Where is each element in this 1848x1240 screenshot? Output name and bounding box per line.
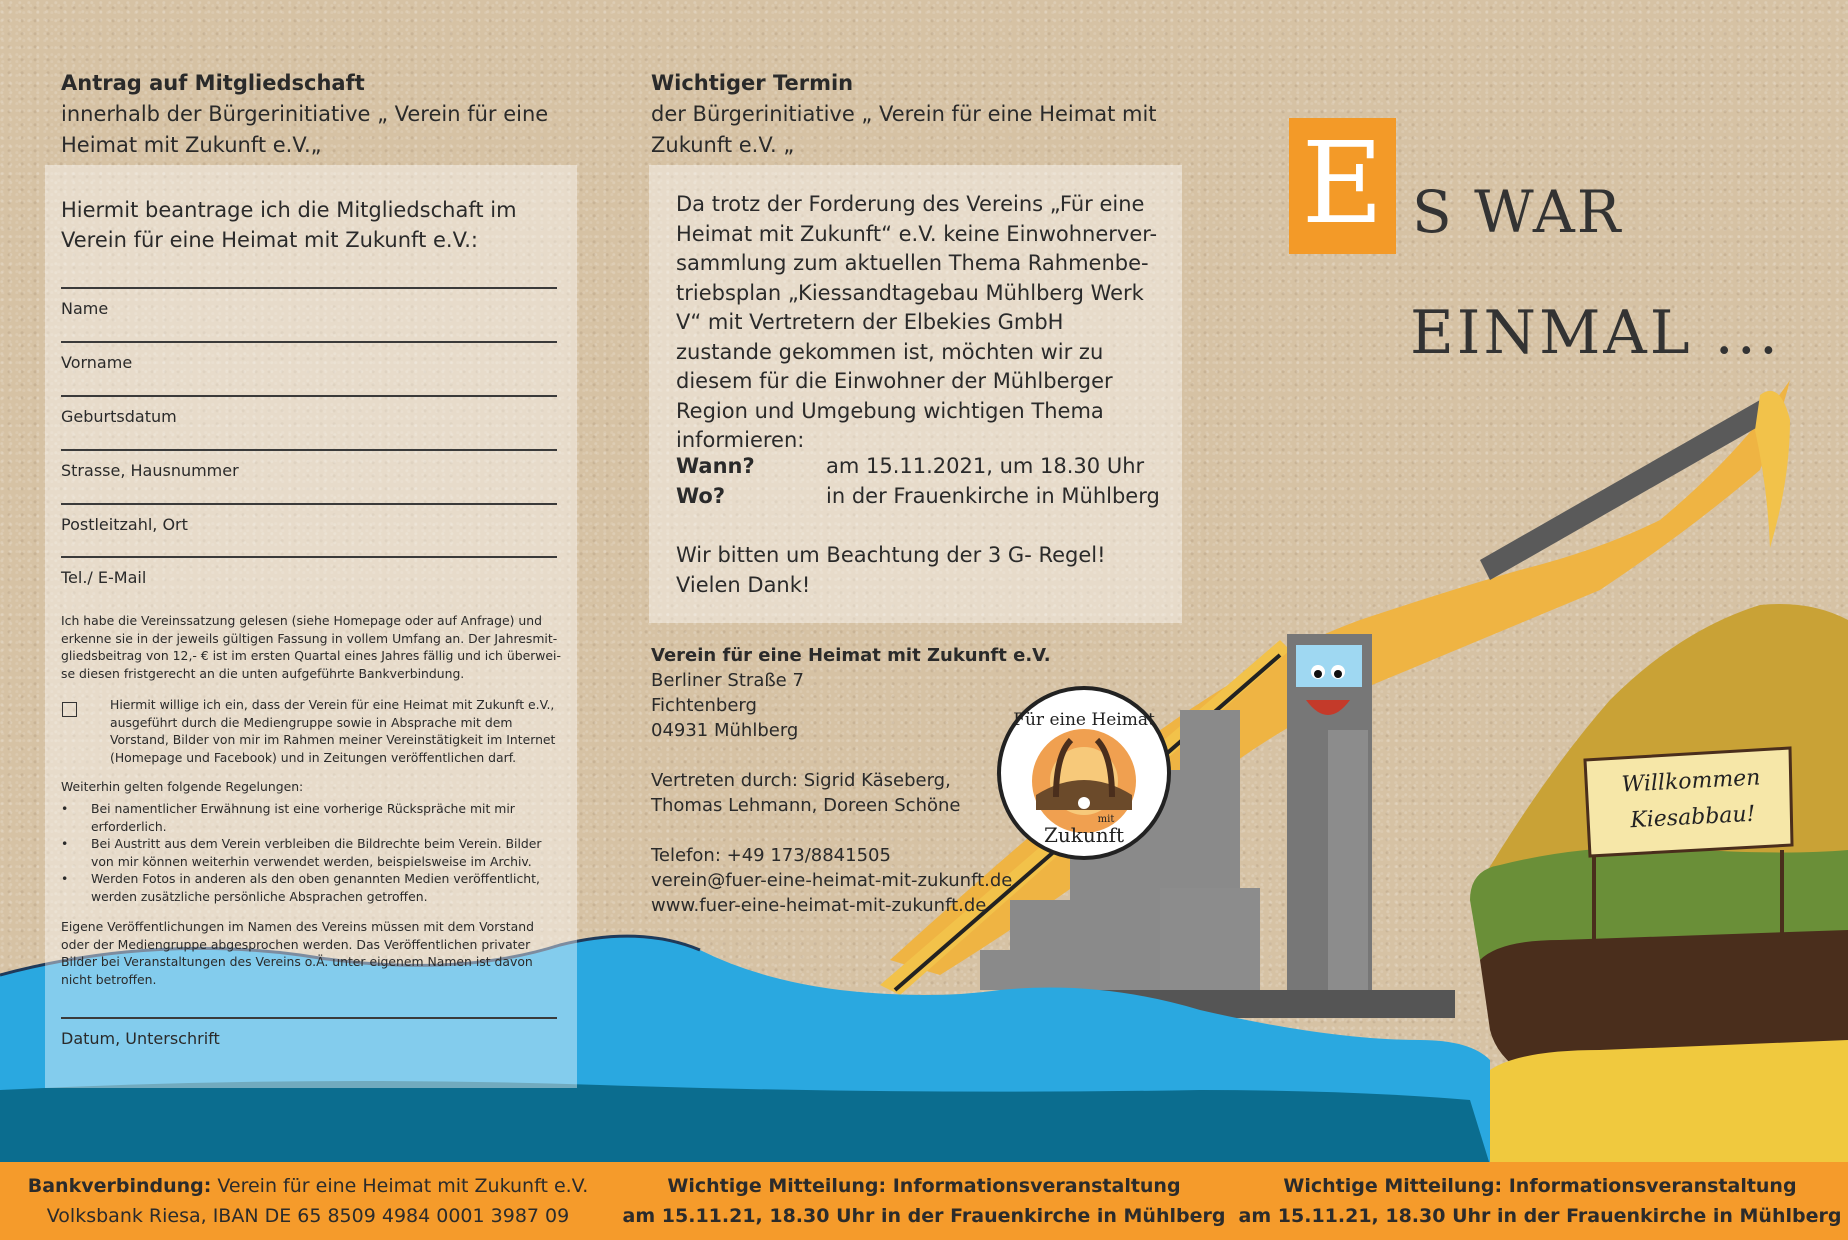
- signature-label: Datum, Unterschrift: [61, 1029, 220, 1048]
- statute-text: Ich habe die Vereinssatzung gelesen (siehe Homepage oder auf Anfrage) und erkenne sie in der jeweils gültigen Fassung in vollem Umfang an. Der Jahresmit-gliedsbeitrag von 12,- € ist im ersten Quartal eines Jahres fällig und ich überwei-se diesen fristgerecht an die unten aufgeführte Bankverbindung.: [61, 613, 561, 681]
- title-initial: E: [1301, 119, 1384, 249]
- rule-item: • Bei namentlicher Erwähnung ist eine vorherige Rückspräche mit mir erforderlich.: [61, 800, 561, 835]
- notice-3g: Wir bitten um Beachtung der 3 G- Regel!: [676, 543, 1106, 567]
- contact-rep-1: Vertreten durch: Sigrid Käseberg,: [651, 770, 951, 791]
- where-label: Wo?: [676, 483, 726, 508]
- consent-text: Hiermit willige ich ein, dass der Verein für eine Heimat mit Zukunft e.V., ausgeführt durch die Mediengruppe sowie in Absprache mit dem Vorstand, Bilder von mir im Rahmen meiner Vereinstätigkeit im Internet (Homepage und Facebook) und in Zeitungen veröffentlichen darf.: [110, 697, 556, 765]
- rule-item: • Bei Austritt aus dem Verein verbleiben die Bildrechte beim Verein. Bilder von mir können weiterhin verwendet werden, beispielsweise im Archiv.: [61, 835, 561, 870]
- logo-bottom-text: Zukunft: [1043, 823, 1125, 847]
- welcome-sign: [1590, 759, 1793, 841]
- birthdate-field[interactable]: [61, 395, 557, 426]
- phone-email-field[interactable]: [61, 556, 557, 587]
- event-heading: [651, 68, 1171, 161]
- notice-line-1: Wichtige Mitteilung: Informationsveranstaltung: [667, 1175, 1181, 1197]
- notice-thanks: Vielen Dank!: [676, 572, 811, 597]
- name-label: Name: [61, 299, 109, 318]
- firstname-label: Vorname: [61, 353, 133, 372]
- notice-line-2: am 15.11.21, 18.30 Uhr in der Frauenkirche in Mühlberg: [1238, 1205, 1842, 1227]
- title-line-1: S WAR: [1412, 178, 1623, 246]
- event-info-text: Da trotz der Forderung des Vereins „Für eine Heimat mit Zukunft“ e.V. keine Einwohnerver-sammlung zum aktuellen Thema Rahmenbe-triebsplan „Kiessandtagebau Mühlberg Werk V“ mit Vertretern der Elbekies GmbH zustande gekommen ist, möchten wir zu diesem für die Einwohner der Mühlberger Region und Umgebung wichtigen Thema informieren:: [676, 192, 1158, 452]
- event-subtitle: der Bürgerinitiative „ Verein für eine Heimat mit Zukunft e.V. „: [651, 102, 1157, 157]
- bank-line-1: Verein für eine Heimat mit Zukunft e.V.: [217, 1175, 589, 1197]
- rules-intro: Weiterhin gelten folgende Regelungen:: [61, 779, 304, 794]
- event-notice: [676, 541, 1176, 600]
- contact-rep-2: Thomas Lehmann, Doreen Schöne: [651, 795, 961, 816]
- sign-line-2: Kiesabbau!: [1629, 801, 1757, 834]
- membership-intro: Hiermit beantrage ich die Mitgliedschaft im Verein für eine Heimat mit Zukunft e.V.:: [61, 198, 517, 252]
- street-field[interactable]: [61, 449, 557, 480]
- own-publications-text: Eigene Veröffentlichungen im Namen des Vereins müssen mit dem Vorstand oder der Mediengruppe abgesprochen werden. Das Veröffentlichen privater Bilder bei Veranstaltungen des Vereins o.Ä. unter eigenem Namen ist davon nicht betroffen.: [61, 919, 534, 987]
- title-initial-box: [1289, 118, 1396, 254]
- membership-subtitle: innerhalb der Bürgerinitiative „ Verein für eine Heimat mit Zukunft e.V.„: [61, 102, 549, 157]
- rule-item: • Werden Fotos in anderen als den oben genannten Medien veröffentlicht, werden zusätzliche persönliche Absprachen getroffen.: [61, 870, 561, 905]
- bank-label: Bankverbindung:: [27, 1175, 212, 1197]
- signature-field[interactable]: [61, 1017, 557, 1048]
- birthdate-label: Geburtsdatum: [61, 407, 177, 426]
- sign-line-1: Willkommen: [1621, 765, 1761, 798]
- notice-line-1: Wichtige Mitteilung: Informationsveranstaltung: [1283, 1175, 1797, 1197]
- bank-line-2: Volksbank Riesa, IBAN DE 65 8509 4984 0001 3987 09: [46, 1205, 570, 1227]
- logo-mid-text: mit: [1097, 814, 1115, 825]
- contact-org: Verein für eine Heimat mit Zukunft e.V.: [651, 645, 1051, 666]
- zip-city-label: Postleitzahl, Ort: [61, 515, 188, 534]
- notice-line-2: am 15.11.21, 18.30 Uhr in der Frauenkirche in Mühlberg: [622, 1205, 1226, 1227]
- when-value: am 15.11.2021, um 18.30 Uhr: [826, 454, 1145, 478]
- contact-street: Berliner Straße 7: [651, 670, 804, 691]
- firstname-field[interactable]: [61, 341, 557, 372]
- phone-email-label: Tel./ E-Mail: [61, 568, 147, 587]
- footer-notice-right: [1232, 1171, 1848, 1231]
- contact-city: 04931 Mühlberg: [651, 720, 799, 741]
- footer-notice-middle: [616, 1171, 1232, 1231]
- contact-email[interactable]: verein@fuer-eine-heimat-mit-zukunft.de: [651, 870, 1013, 891]
- when-label: Wann?: [676, 454, 755, 478]
- logo-top-text: Für eine Heimat: [1013, 710, 1155, 730]
- where-value: in der Frauenkirche in Mühlberg: [826, 483, 1160, 508]
- membership-title: Antrag auf Mitgliedschaft: [61, 71, 365, 95]
- membership-heading: [61, 68, 581, 161]
- event-when-where: [676, 452, 1176, 511]
- contact-website[interactable]: www.fuer-eine-heimat-mit-zukunft.de: [651, 895, 987, 916]
- title-line-2: EINMAL ...: [1410, 298, 1781, 368]
- zip-city-field[interactable]: [61, 503, 557, 534]
- event-title: Wichtiger Termin: [651, 71, 854, 95]
- rules-list: [61, 800, 561, 905]
- footer-bank: [0, 1171, 616, 1231]
- water-dark: [0, 1081, 1490, 1165]
- contact-phone: Telefon: +49 173/8841505: [651, 845, 891, 866]
- consent-checkbox[interactable]: [62, 702, 77, 717]
- contact-district: Fichtenberg: [651, 695, 757, 716]
- name-field[interactable]: [61, 287, 557, 318]
- street-label: Strasse, Hausnummer: [61, 461, 239, 480]
- club-logo: [996, 685, 1172, 861]
